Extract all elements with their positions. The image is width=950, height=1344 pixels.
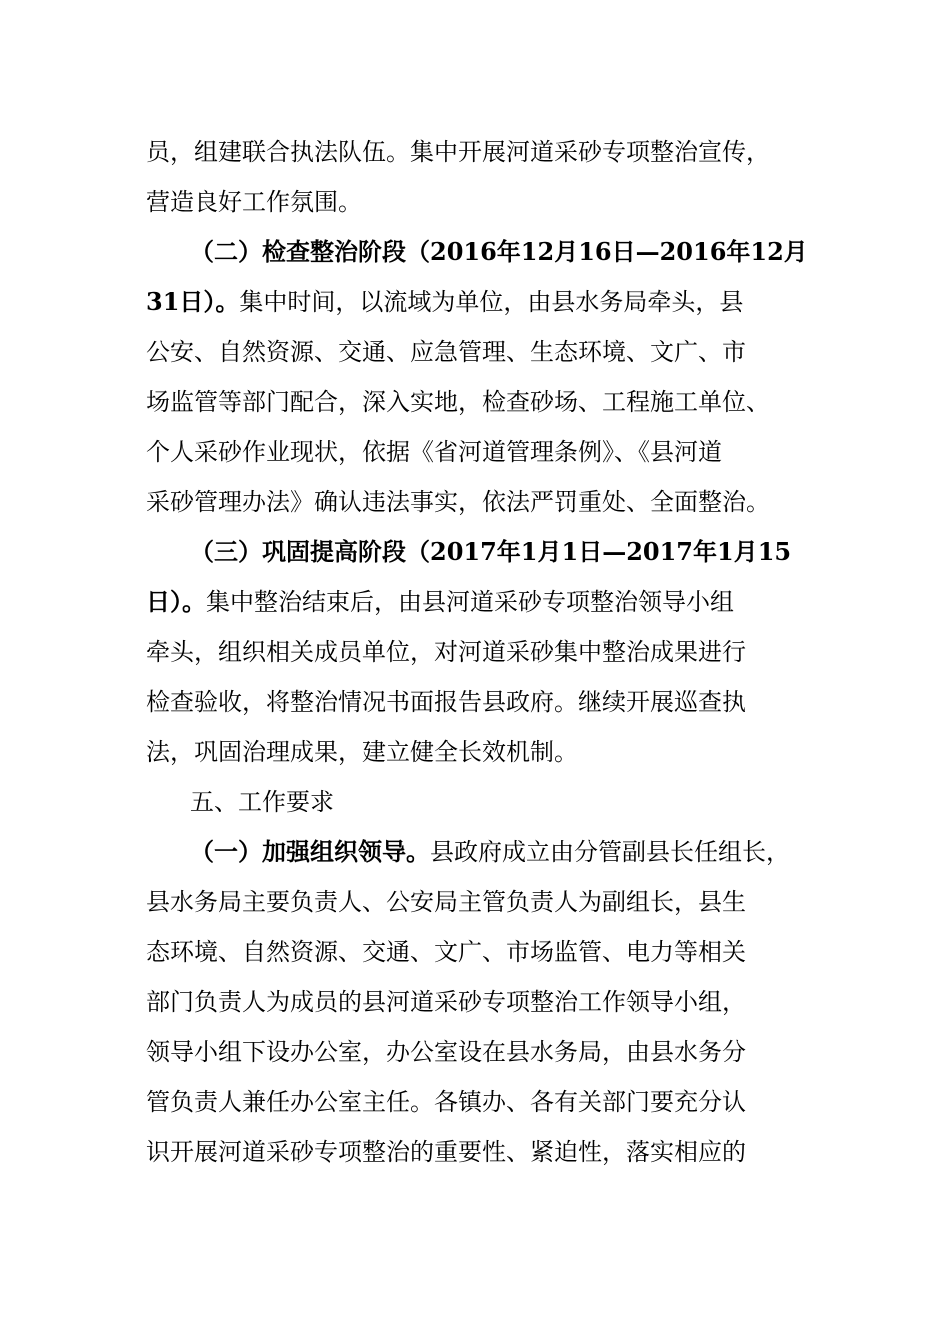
paragraph-line: 部门负责人为成员的县河道采砂专项整治工作领导小组， [146,988,746,1016]
paragraph-line: 法，巩固治理成果，建立健全长效机制。 [146,738,578,766]
paragraph-line: 县水务局主要负责人、公安局主管负责人为副组长，县生 [146,888,746,916]
paragraph-line: 个人采砂作业现状，依据《省河道管理条例》、《县河道 [146,438,722,466]
paragraph-line: 场监管等部门配合，深入实地，检查砂场、工程施工单位、 [146,388,770,416]
document-body [146,127,816,1177]
stage3-heading-end: 日）。 [146,587,206,616]
stage2-heading-end: 31日）。 [146,287,240,316]
stage3-heading: （三）巩固提高阶段（2017年1月1日—2017年1月15 [190,537,792,566]
req1-text: 县政府成立由分管副县长任组长， [430,838,790,866]
paragraph-line: 检查验收，将整治情况书面报告县政府。继续开展巡查执 [146,688,746,716]
paragraph-line: 领导小组下设办公室，办公室设在县水务局，由县水务分 [146,1038,746,1066]
paragraph-line: 公安、自然资源、交通、应急管理、生态环境、文广、市 [146,338,746,366]
paragraph-line [146,277,816,327]
paragraph-line: 采砂管理办法》确认违法事实，依法严罚重处、全面整治。 [146,488,770,516]
stage3-text: 集中整治结束后，由县河道采砂专项整治领导小组 [206,588,734,616]
paragraph-line [146,827,816,877]
paragraph-line: 营造良好工作氛围。 [146,188,362,216]
paragraph-line: 牵头，组织相关成员单位，对河道采砂集中整治成果进行 [146,638,746,666]
section-heading: 五、工作要求 [190,788,334,816]
paragraph-line [146,577,816,627]
paragraph-line: 识开展河道采砂专项整治的重要性、紧迫性，落实相应的 [146,1138,746,1166]
paragraph-line: 管负责人兼任办公室主任。各镇办、各有关部门要充分认 [146,1088,746,1116]
paragraph-line: 态环境、自然资源、交通、文广、市场监管、电力等相关 [146,938,746,966]
req1-heading: （一）加强组织领导。 [190,837,430,866]
paragraph-line: 员，组建联合执法队伍。集中开展河道采砂专项整治宣传， [146,138,770,166]
stage2-text: 集中时间，以流域为单位，由县水务局牵头，县 [239,288,744,316]
stage2-heading: （二）检查整治阶段（2016年12月16日—2016年12月 [190,237,808,266]
